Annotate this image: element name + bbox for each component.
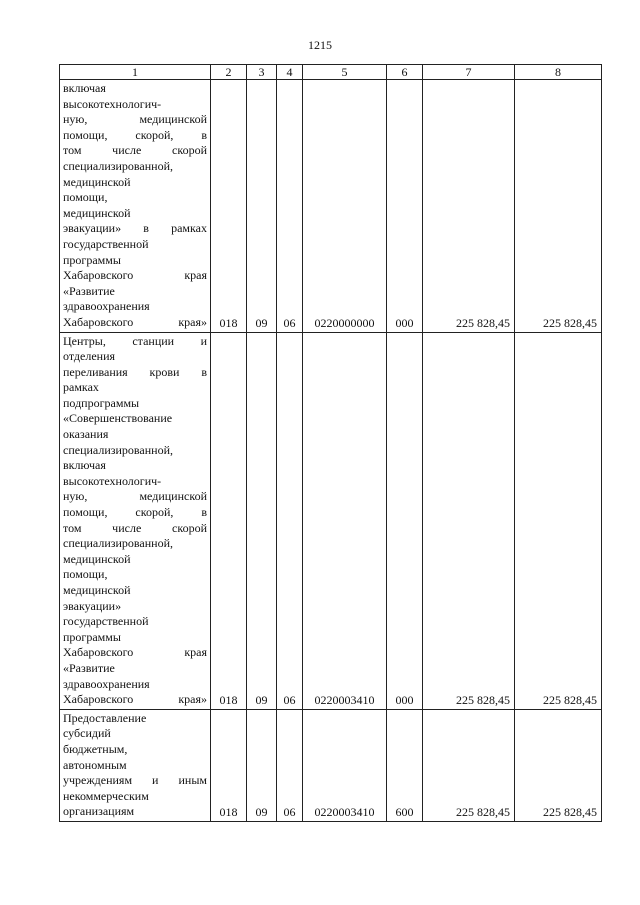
description-line: подпрограммы (63, 395, 140, 410)
description-line: специализированной, (63, 536, 174, 551)
table-row (60, 332, 602, 709)
description-line: ную, медицинской (63, 489, 207, 504)
description-line: государственной (63, 236, 149, 251)
description-line: Хабаровского края (63, 268, 207, 283)
table-row (60, 80, 602, 333)
description-line: бюджетным, (63, 741, 128, 756)
description-line: Хабаровского края» (63, 692, 207, 707)
description-line: включая (63, 458, 106, 473)
description-line: высокотехнологич- (63, 473, 162, 488)
description-line: помощи, скорой, в (63, 127, 207, 142)
column-header: 6 (387, 65, 423, 80)
description-line: «Развитие (63, 283, 115, 298)
amount-cell: 225 828,45 (515, 80, 602, 333)
description-line: включая (63, 81, 106, 95)
description-line: Хабаровского края» (63, 314, 207, 329)
section-code-cell: 09 (247, 332, 277, 709)
expense-type-cell: 600 (387, 709, 423, 821)
description-line: медицинской (63, 583, 131, 597)
description-line: автономным (63, 757, 127, 772)
column-number-row (60, 65, 602, 80)
description-line: помощи, скорой, в (63, 505, 207, 520)
description-line: эвакуации» в рамках (63, 221, 207, 236)
column-header: 2 (211, 65, 247, 80)
description-line: медицинской (63, 205, 131, 220)
column-header: 7 (423, 65, 515, 80)
expense-type-cell: 000 (387, 80, 423, 333)
description-line: субсидий (63, 726, 111, 741)
description-line: оказания (63, 427, 109, 442)
ministry-code-cell: 018 (211, 709, 247, 821)
column-header: 5 (303, 65, 387, 80)
column-header: 1 (60, 65, 211, 80)
amount-cell: 225 828,45 (515, 332, 602, 709)
description-line: Хабаровского края (63, 645, 207, 660)
section-code-cell: 09 (247, 80, 277, 333)
row-description (60, 80, 211, 333)
description-line: «Совершенствование (63, 411, 173, 426)
target-article-cell: 0220003410 (303, 709, 387, 821)
row-description (60, 709, 211, 821)
description-line: помощи, (63, 190, 108, 205)
section-code-cell: 09 (247, 709, 277, 821)
column-header: 3 (247, 65, 277, 80)
description-line: Центры, станции и (63, 333, 207, 348)
description-line: специализированной, (63, 158, 174, 173)
description-line: переливания крови в (63, 364, 207, 379)
description-line: некоммерческим (63, 788, 149, 803)
description-line: медицинской (63, 174, 131, 189)
description-line: организациям (63, 804, 135, 819)
column-header: 8 (515, 65, 602, 80)
description-line: отделения (63, 349, 116, 364)
description-line: здравоохранения (63, 676, 150, 691)
subsection-code-cell: 06 (277, 332, 303, 709)
description-line: рамках (63, 380, 99, 395)
subsection-code-cell: 06 (277, 709, 303, 821)
description-line: эвакуации» (63, 598, 122, 613)
subsection-code-cell: 06 (277, 80, 303, 333)
row-description (60, 332, 211, 709)
description-line: высокотехнологич- (63, 96, 162, 111)
amount-cell: 225 828,45 (423, 332, 515, 709)
description-line: специализированной, (63, 442, 174, 457)
description-line: том числе скорой (63, 143, 207, 158)
target-article-cell: 0220000000 (303, 80, 387, 333)
description-line: учреждениям и иным (63, 773, 207, 788)
expense-type-cell: 000 (387, 332, 423, 709)
amount-cell: 225 828,45 (423, 709, 515, 821)
description-line: Предоставление (63, 710, 147, 725)
description-line: медицинской (63, 551, 131, 566)
amount-cell: 225 828,45 (423, 80, 515, 333)
description-line: программы (63, 252, 121, 267)
description-line: том числе скорой (63, 520, 207, 535)
ministry-code-cell: 018 (211, 332, 247, 709)
description-line: здравоохранения (63, 299, 150, 314)
ministry-code-cell: 018 (211, 80, 247, 333)
target-article-cell: 0220003410 (303, 332, 387, 709)
amount-cell: 225 828,45 (515, 709, 602, 821)
page-number: 1215 (308, 38, 332, 52)
description-line: государственной (63, 614, 149, 629)
budget-table (59, 64, 602, 822)
table-row (60, 709, 602, 821)
description-line: программы (63, 629, 121, 644)
description-line: «Развитие (63, 660, 115, 675)
column-header: 4 (277, 65, 303, 80)
description-line: ную, медицинской (63, 112, 207, 127)
description-line: помощи, (63, 567, 108, 582)
